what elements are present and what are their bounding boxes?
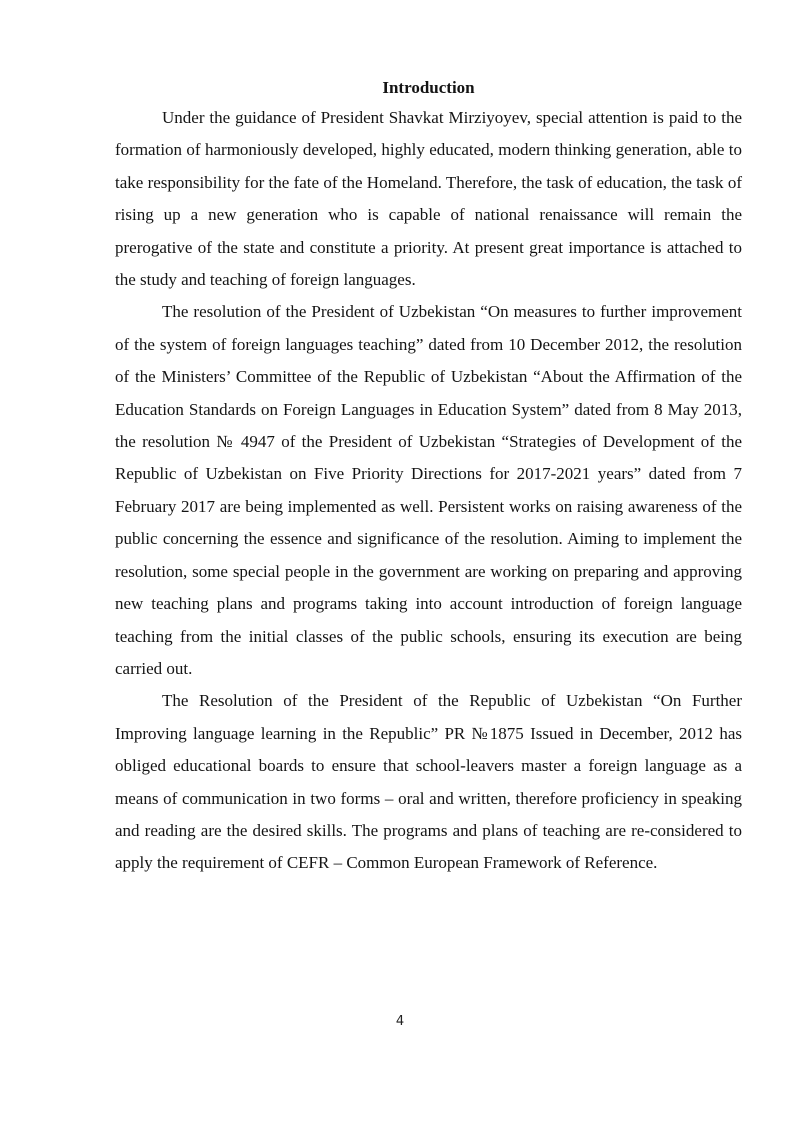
- page-number: 4: [395, 1014, 405, 1029]
- paragraph-3: The Resolution of the President of the Republic of Uzbekistan “On Further Improving language learning in the Republic” PR №1875 Issued in December, 2012 has obliged educational boards to ensure that school-leavers master a foreign language as a means of communication in two forms – oral and written, therefore proficiency in speaking and reading are the desired skills. The programs and plans of teaching are re-considered to apply the requirement of CEFR – Common European Framework of Reference.: [115, 691, 742, 873]
- paragraph-2: The resolution of the President of Uzbekistan “On measures to further improvement of the system of foreign languages teaching” dated from 10 December 2012, the resolution of the Ministers’ Committee of the Republic of Uzbekistan “About the Affirmation of the Education Standards on Foreign Languages in Education System” dated from 8 May 2013, the resolution № 4947 of the President of Uzbekistan “Strategies of Development of the Republic of Uzbekistan on Five Priority Directions for 2017-2021 years” dated from 7 February 2017 are being implemented as well. Persistent works on raising awareness of the public concerning the essence and significance of the resolution. Aiming to implement the resolution, some special people in the government are working on preparing and approving new teaching plans and programs taking into account introduction of foreign language teaching from the initial classes of the public schools, ensuring its execution are being carried out.: [115, 302, 742, 678]
- document-body: [115, 74, 742, 880]
- paragraph-1: Under the guidance of President Shavkat Mirziyoyev, special attention is paid to the formation of harmoniously developed, highly educated, modern thinking generation, able to take responsibility for the fate of the Homeland. Therefore, the task of education, the task of rising up a new generation who is capable of national renaissance will remain the prerogative of the state and constitute a priority. At present great importance is attached to the study and teaching of foreign languages.: [115, 108, 742, 290]
- section-title: Introduction: [382, 78, 475, 97]
